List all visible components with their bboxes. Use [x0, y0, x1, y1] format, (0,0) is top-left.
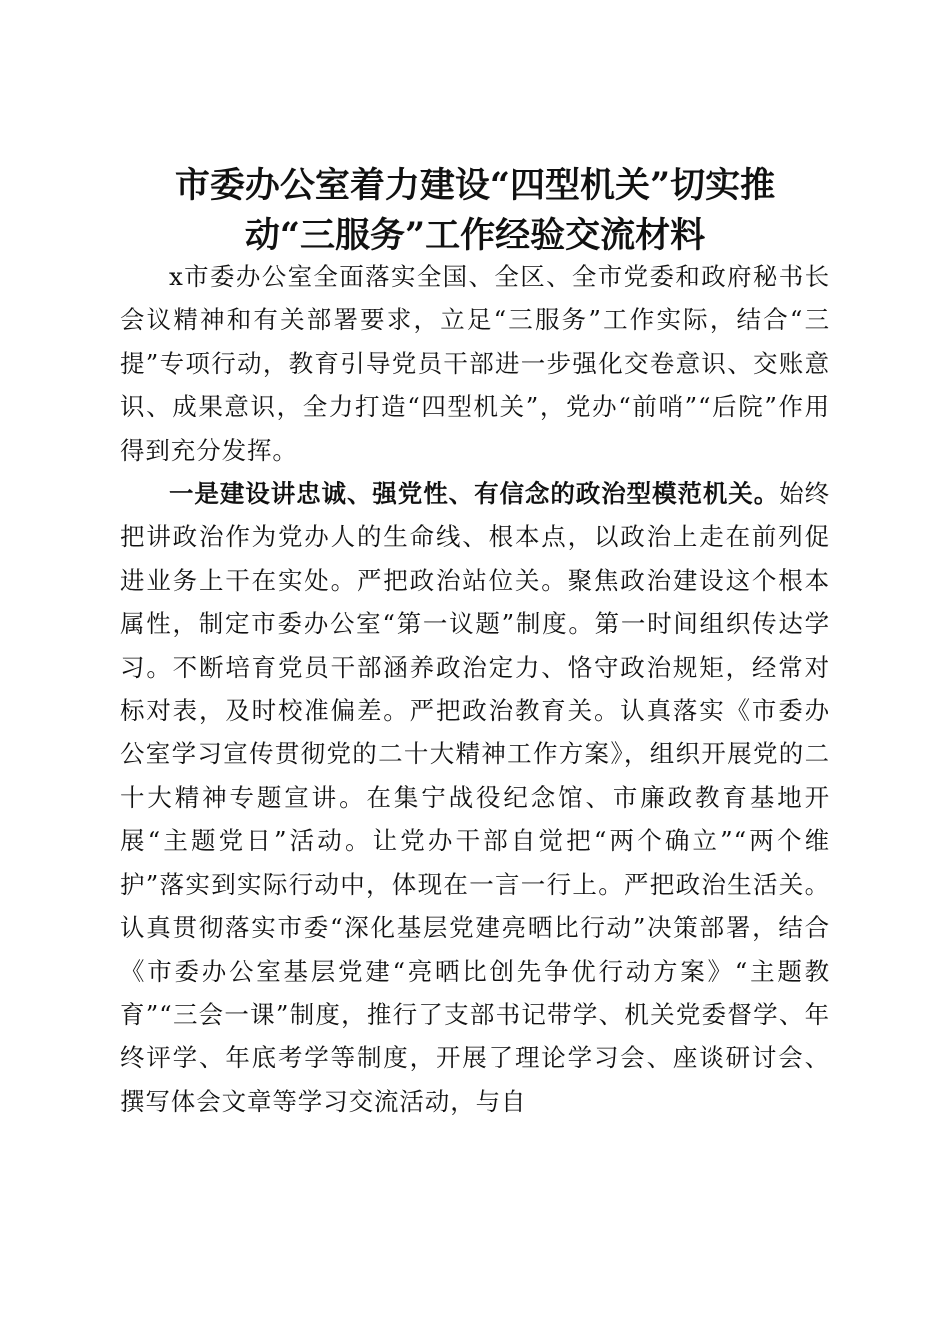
paragraph-body: 始终把讲政治作为党办人的生命线、根本点，以政治上走在前列促进业务上干在实处。严把政治站位关。聚焦政治建设这个根本属性，制定市委办公室“第一议题”制度。第一时间组织传达学习。不断培育党员干部涵养政治定力、恪守政治规矩，经常对标对表，及时校准偏差。严把政治教育关。认真落实《市委办公室学习宣传贯彻党的二十大精神工作方案》，组织开展党的二十大精神专题宣讲。在集宁战役纪念馆、市廉政教育基地开展“主题党日”活动。让党办干部自觉把“两个确立”“两个维护”落实到实际行动中，体现在一言一行上。严把政治生活关。认真贯彻落实市委“深化基层党建亮晒比行动”决策部署，结合《市委办公室基层党建“亮晒比创先争优行动方案》“主题教育”“三会一课”制度，推行了支部书记带学、机关党委督学、年终评学、年底考学等制度，开展了理论学习会、座谈研讨会、撰写体会文章等学习交流活动，与自	[120, 479, 830, 1116]
document-body	[120, 255, 830, 1123]
paragraph-lead: 一是建设讲忠诚、强党性、有信念的政治型模范机关。	[169, 479, 780, 509]
title-line-1: 市委办公室着力建设“四型机关”切实推	[174, 165, 776, 207]
paragraph-political-organ	[120, 472, 830, 1123]
document-title	[120, 161, 830, 261]
title-line-2: 动“三服务”工作经验交流材料	[244, 215, 706, 257]
paragraph-intro: x市委办公室全面落实全国、全区、全市党委和政府秘书长会议精神和有关部署要求，立足“三服务”工作实际，结合“三提”专项行动，教育引导党员干部进一步强化交卷意识、交账意识、成果意识，全力打造“四型机关”，党办“前哨”“后院”作用得到充分发挥。	[120, 262, 830, 465]
